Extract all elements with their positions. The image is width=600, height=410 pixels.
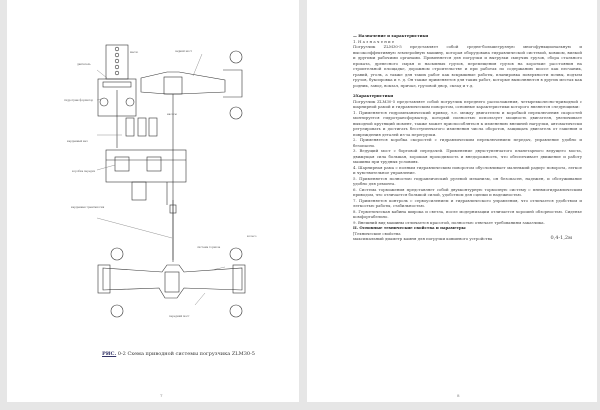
figure-caption [102, 351, 255, 357]
label-front-axle: передний мост [169, 315, 190, 318]
list-item: 4. Шарнирная рама с полным гидравлическим поворотом обусловливает маленький радиус поворота, легкое и чувствительное управление. [353, 164, 582, 175]
param-value: 0,4-1,2м [550, 235, 572, 241]
list-item: 7. Применяется контроль с сервоусилением и гидравлического управления, что отличается удобством и легкостью работы, стабильностью. [353, 197, 582, 208]
page-text [353, 33, 582, 242]
drive-system-diagram [7, 0, 299, 402]
caption-ref[interactable]: РИС. [102, 351, 117, 357]
param-row [353, 236, 582, 242]
label-torque-converter: гидротрансформатор [64, 99, 94, 102]
list-item: 2. Применяется коробка скоростей с гидравлическим переключением передач, управление удобно и безопасно. [353, 137, 582, 148]
list-item: 1. Применяется гидромеханический привод, т.е. между двигателем и коробкой переключения скоростей монтируется гидротрансформатор, который полностью использует мощность двигателя, увеличивает выходной крутящий момент, также может приспособляться к изменению внешней нагрузки, автоматически регулировать и достигать бесступенчатого изменения числа оборотов, защищать двигатель от гашения и повреждения деталей из-за перегрузки. [353, 109, 582, 137]
label-gearbox: коробка передач [72, 170, 96, 173]
label-brake-system: система тормоза [197, 246, 221, 249]
label-cardan-shaft: карданный вал [67, 140, 88, 143]
subsection-title: [Технические свойства [353, 230, 401, 236]
label-pumps: насосы [167, 113, 177, 116]
subsection-title: 1. Н а з н а ч е н и е [353, 38, 395, 44]
list-item: 9. Внешний вид машины отличается красотой, полностью отвечает требованиям заказчика. [353, 219, 545, 225]
list-item: 3. Ведущий мост с бортовой передачей. Применение двухступенчатого планетарного ведущего моста, движущая сила большая, хорошая проходимость и внедорожность, что обеспечивает движение и работу машины при трудных условиях. [353, 148, 582, 164]
subsection-title: II. Основные технические свойства и параметры [353, 225, 466, 230]
page-right [307, 0, 597, 402]
label-wheel: колесо [247, 235, 257, 238]
caption-text: 0-2 Схема приводной системы погрузчика ZLM30-5 [116, 351, 255, 357]
paragraph: Погрузчик ZLM30-5 представляет собой средне-большегрузную многофункциональную и высокоэффективную землеройную машину, которая оборудована гидравлической системой, ковшом, вилкой и другими рабочими органами. Применяется для погрузки и выгрузки сыпучих грузов, сбора стального проката, древесного сырья и насыпных грузов, перемещения грузов на короткие расстояния на строительной площадке, дорожном строительстве и при работах по содержанию шоссе как песчаник, гравий, уголь, а также для таких работ как вскрышные работы, планировка поверхности почвы, подъем грузов, буксировка и т. д. Он также применяется для таких работ, которые выполняются в других местах как родник, завод, вокзал, причал, грузовой двор, склад и т.д. [353, 44, 582, 88]
engine-cylinders [115, 47, 119, 75]
subsection-title: 2Характеристики [353, 93, 394, 98]
page-number: 7 [160, 393, 163, 398]
list-item: 8. Герметическая кабина широка и светла, после модернизации отличается хорошей обзорностью. Сиденье комфортабельно. [353, 208, 582, 219]
label-rear-axle: задний мост [175, 50, 193, 53]
paragraph: Погрузчик ZLM30-5 представляет собой погрузчик переднего расположения, четырехколесно-приводной с шарнирной рамой и гидравлическим поворотом, основные характеристики которого являются следующими: [353, 98, 582, 109]
label-oil: масло [130, 51, 139, 54]
page-left [7, 0, 299, 402]
param-label: максимальный диаметр камня для погрузки ковшевого устройства [353, 236, 493, 241]
page-number: 8 [457, 393, 460, 398]
list-item: 5. Применяется полностью гидравлический рулевой механизм, он безопасен, надежен, и обслуживание удобно для ремонта. [353, 175, 582, 186]
section-title: — Назначение и характеристики [353, 33, 429, 38]
label-transmission: карданная трансмиссия [71, 206, 105, 209]
label-engine: двигатель [77, 63, 91, 66]
list-item: 6. Система торможения представляет собой двухконтурную тормозную систему с пневмогидравлическим приводом, что отличается большой силой, удобством для сцепки и надежностью. [353, 186, 582, 197]
